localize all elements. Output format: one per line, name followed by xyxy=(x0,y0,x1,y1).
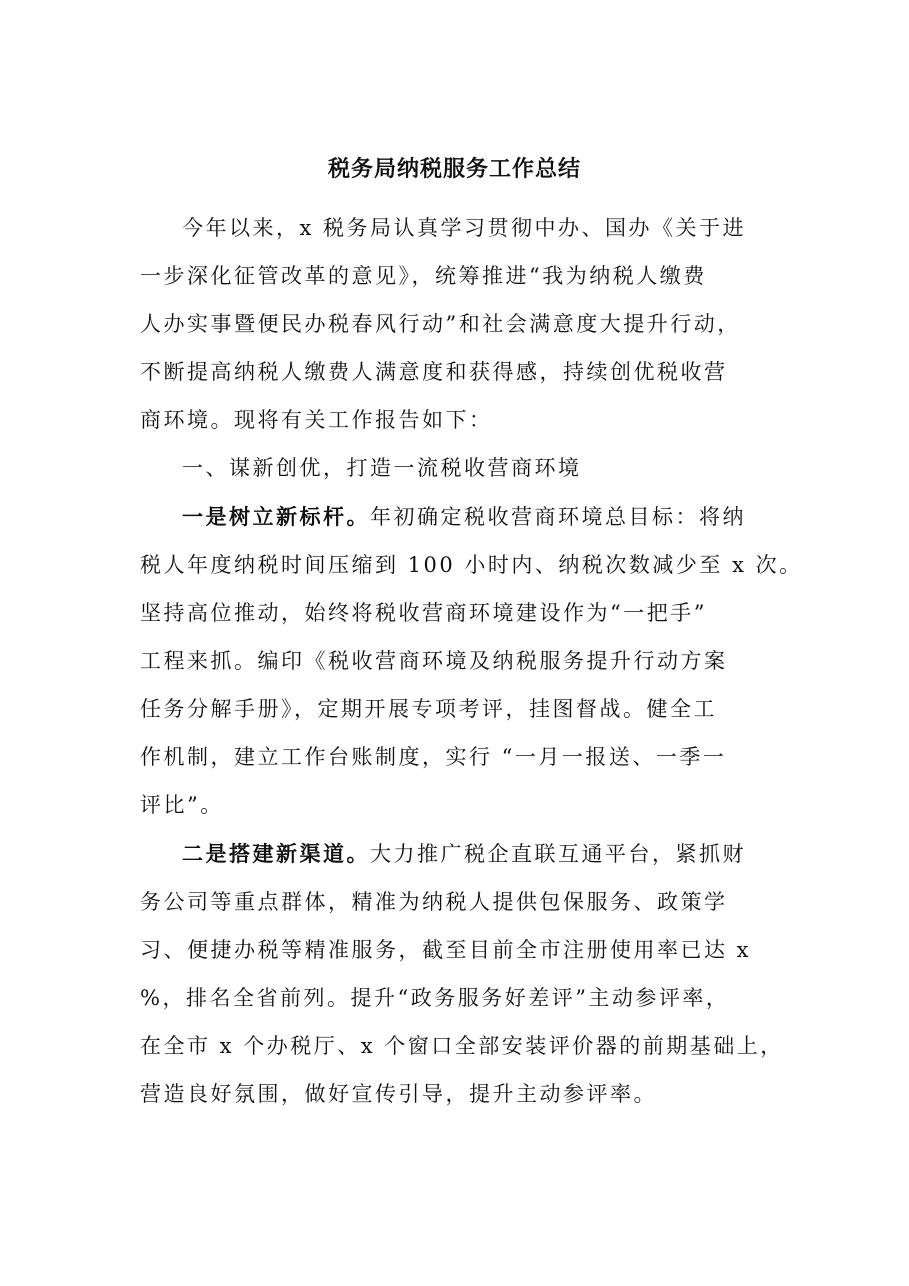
point-1-line-3: 坚持高位推动，始终将税收营商环境建设作为“一把手” xyxy=(140,601,707,625)
intro-line-4: 不断提高纳税人缴费人满意度和获得感，持续创优税收营 xyxy=(140,360,728,384)
point-1-line-6: 作机制，建立工作台账制度，实行 “一月一报送、一季一 xyxy=(140,745,727,769)
point-1-first-line-rest: 年初确定税收营商环境总目标：将纳 xyxy=(370,505,746,529)
point-1-line-7: 评比”。 xyxy=(140,793,224,817)
point-1-lead: 一是树立新标杆。 xyxy=(182,505,370,529)
intro-line-2: 一步深化征管改革的意见》，统筹推进“我为纳税人缴费 xyxy=(140,264,707,288)
point-1-line-2: 税人年度纳税时间压缩到 100 小时内、纳税次数减少至 x 次。 xyxy=(140,553,803,577)
point-2-line-4: %，排名全省前列。提升“政务服务好差评”主动参评率， xyxy=(140,986,730,1010)
point-1-first-line xyxy=(182,503,746,531)
document-title: 税务局纳税服务工作总结 xyxy=(327,157,581,182)
point-1-line-4: 工程来抓。编印《税收营商环境及纳税服务提升行动方案 xyxy=(140,649,728,673)
point-2-line-2: 务公司等重点群体，精准为纳税人提供包保服务、政策学 xyxy=(140,890,728,914)
point-2-first-line xyxy=(182,840,746,868)
point-2-first-line-rest: 大力推广税企直联互通平台，紧抓财 xyxy=(370,842,746,866)
intro-line-1: 今年以来，x 税务局认真学习贯彻中办、国办《关于进 xyxy=(182,216,747,240)
intro-line-3: 人办实事暨便民办税春风行动”和社会满意度大提升行动， xyxy=(140,312,741,336)
point-2-line-5: 在全市 x 个办税厅、x 个窗口全部安装评价器的前期基础上， xyxy=(140,1034,784,1058)
point-1-line-5: 任务分解手册》，定期开展专项考评，挂图督战。健全工 xyxy=(140,697,717,721)
point-2-line-3: 习、便捷办税等精准服务，截至目前全市注册使用率已达 x xyxy=(140,938,752,962)
section-1-heading: 一、谋新创优，打造一流税收营商环境 xyxy=(182,456,582,480)
point-2-line-6: 营造良好氛围，做好宣传引导，提升主动参评率。 xyxy=(140,1082,657,1106)
point-2-lead: 二是搭建新渠道。 xyxy=(182,842,370,866)
intro-line-5: 商环境。现将有关工作报告如下： xyxy=(140,408,493,432)
